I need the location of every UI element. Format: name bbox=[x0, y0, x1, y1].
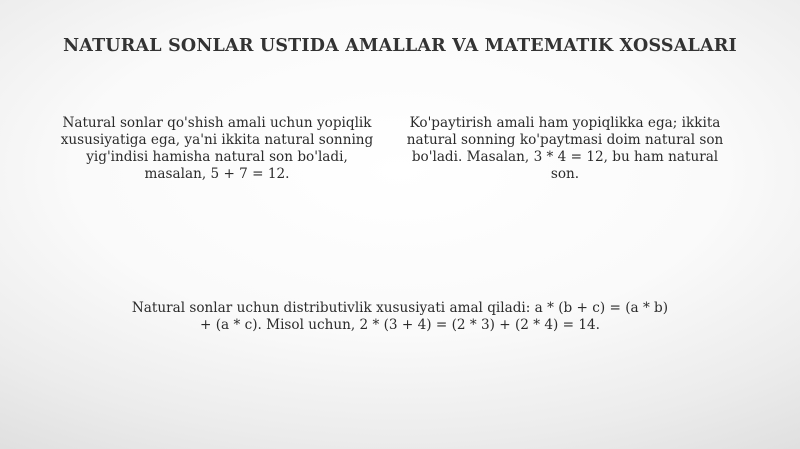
text-block-addition: Natural sonlar qo'shish amali uchun yopiqlik xususiyatiga ega, ya'ni ikkita natural sonning yig'indisi hamisha natural son bo'ladi, masalan, 5 + 7 = 12. bbox=[60, 115, 374, 182]
slide-title: NATURAL SONLAR USTIDA AMALLAR VA MATEMATIK XOSSALARI bbox=[63, 36, 737, 56]
text-block-multiplication: Ko'paytirish amali ham yopiqlikka ega; ikkita natural sonning ko'paytmasi doim natural son bo'ladi. Masalan, 3 * 4 = 12, bu ham natural son. bbox=[406, 115, 724, 182]
text-block-distributivity: Natural sonlar uchun distributivlik xususiyati amal qiladi: a * (b + c) = (a * b) + (a * c). Misol uchun, 2 * (3 + 4) = (2 * 3) + (2 * 4) = 14. bbox=[131, 300, 669, 333]
